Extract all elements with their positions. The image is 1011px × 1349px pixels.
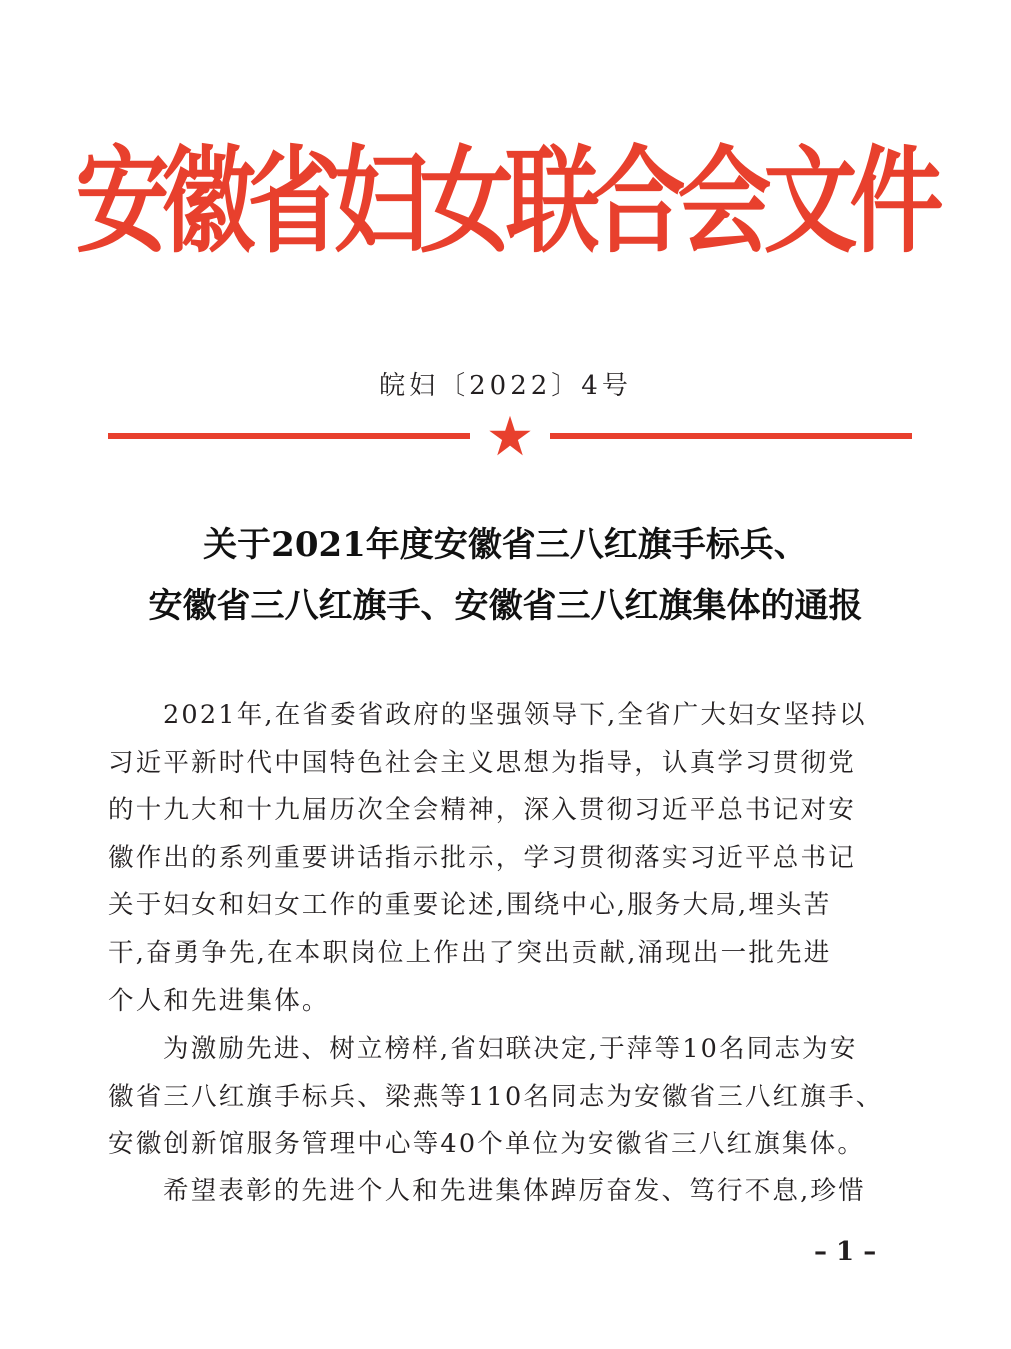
page-number: – 1 –	[814, 1237, 877, 1267]
header-divider-right	[550, 433, 912, 439]
notice-title-line-1: 关于2021年度安徽省三八红旗手标兵、	[203, 525, 808, 565]
paragraph-line: 干,奋勇争先,在本职岗位上作出了突出贡献,涌现出一批先进	[108, 937, 832, 968]
body-paragraph-2	[108, 1026, 914, 1169]
paragraph-line: 的十九大和十九届历次全会精神，深入贯彻习近平总书记对安	[108, 795, 856, 826]
paragraph-line: 安徽创新馆服务管理中心等40个单位为安徽省三八红旗集体。	[108, 1129, 866, 1160]
header-divider-left	[108, 433, 470, 439]
paragraph-line: 希望表彰的先进个人和先进集体踔厉奋发、笃行不息,珍惜	[163, 1176, 866, 1206]
paragraph-line: 为激励先进、树立榜样,省妇联决定,于萍等10名同志为安	[163, 1034, 858, 1064]
notice-title-line-2: 安徽省三八红旗手、安徽省三八红旗集体的通报	[148, 586, 863, 626]
red-star-icon	[488, 414, 532, 458]
body-paragraph-3	[108, 1168, 914, 1216]
paragraph-line: 个人和先进集体。	[108, 985, 330, 1016]
paragraph-line: 2021年,在省委省政府的坚强领导下,全省广大妇女坚持以	[163, 700, 867, 730]
document-number: 皖妇〔2022〕4号	[379, 371, 632, 401]
paragraph-line: 徽省三八红旗手标兵、梁燕等110名同志为安徽省三八红旗手、	[108, 1081, 884, 1112]
paragraph-line: 习近平新时代中国特色社会主义思想为指导，认真学习贯彻党	[108, 747, 856, 778]
paragraph-line: 徽作出的系列重要讲话指示批示，学习贯彻落实习近平总书记	[108, 842, 856, 873]
body-paragraph-1	[108, 692, 914, 1025]
document-header-title: 安徽省妇女联合会文件	[75, 135, 936, 269]
paragraph-line: 关于妇女和妇女工作的重要论述,围绕中心,服务大局,埋头苦	[108, 890, 832, 921]
